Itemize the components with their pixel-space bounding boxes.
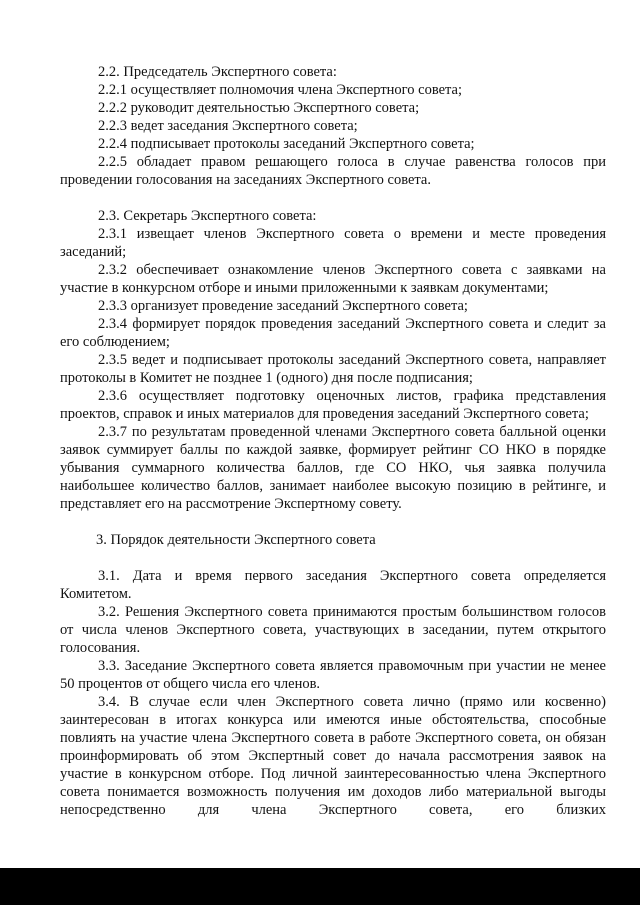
document-body bbox=[60, 63, 606, 819]
clause-2-3-2: 2.3.2 обеспечивает ознакомление членов Экспертного совета с заявками на участие в конкурсном отборе и иными приложенными к заявкам документами; bbox=[60, 262, 606, 296]
clause-2-3-6: 2.3.6 осуществляет подготовку оценочных листов, графика представления проектов, справок и иных материалов для проведения заседаний Экспертного совета; bbox=[60, 388, 606, 422]
clause-2-2-1: 2.2.1 осуществляет полномочия члена Экспертного совета; bbox=[98, 82, 463, 98]
clause-2-3-7: 2.3.7 по результатам проведенной членами Экспертного совета балльной оценки заявок суммирует баллы по каждой заявке, формирует рейтинг СО НКО в порядке убывания суммарного количества баллов, где СО НКО, чья заявка получила наибольшее количество баллов, занимает наиболее высокую позицию в рейтинге, и представляет его на рассмотрение Экспертному совету. bbox=[60, 424, 606, 512]
section-2-3-heading: 2.3. Секретарь Экспертного совета: bbox=[98, 208, 317, 224]
clause-3-3: 3.3. Заседание Экспертного совета является правомочным при участии не менее 50 процентов от общего числа его членов. bbox=[60, 658, 606, 692]
scan-border-bottom bbox=[0, 868, 640, 905]
section-3-heading: 3. Порядок деятельности Экспертного совета bbox=[96, 532, 376, 548]
spacer bbox=[60, 513, 606, 531]
clause-2-2-3: 2.2.3 ведет заседания Экспертного совета; bbox=[98, 118, 358, 134]
section-2-2-heading: 2.2. Председатель Экспертного совета: bbox=[98, 64, 337, 80]
spacer bbox=[60, 549, 606, 567]
spacer bbox=[60, 189, 606, 207]
clause-2-3-3: 2.3.3 организует проведение заседаний Экспертного совета; bbox=[98, 298, 468, 314]
clause-2-3-5: 2.3.5 ведет и подписывает протоколы заседаний Экспертного совета, направляет протоколы в Комитет не позднее 1 (одного) дня после подписания; bbox=[60, 352, 606, 386]
clause-3-2: 3.2. Решения Экспертного совета принимаются простым большинством голосов от числа членов Экспертного совета, участвующих в заседании, путем открытого голосования. bbox=[60, 604, 606, 656]
clause-2-3-4: 2.3.4 формирует порядок проведения заседаний Экспертного совета и следит за его соблюдением; bbox=[60, 316, 606, 350]
clause-2-2-4: 2.2.4 подписывает протоколы заседаний Экспертного совета; bbox=[98, 136, 475, 152]
clause-2-3-1: 2.3.1 извещает членов Экспертного совета о времени и месте проведения заседаний; bbox=[60, 226, 606, 260]
clause-3-4: 3.4. В случае если член Экспертного совета лично (прямо или косвенно) заинтересован в итогах конкурса или имеются иные обстоятельства, способные повлиять на участие члена Экспертного совета в работе Экспертного совета, он обязан проинформировать об этом Экспертный совет до начала рассмотрения заявок на участие в конкурсном отборе. Под личной заинтересованностью члена Экспертного совета понимается возможность получения им доходов либо материальной выгоды непосредственно для члена Экспертного совета, его близких bbox=[60, 694, 606, 818]
clause-3-1: 3.1. Дата и время первого заседания Экспертного совета определяется Комитетом. bbox=[60, 568, 606, 602]
clause-2-2-2: 2.2.2 руководит деятельностью Экспертного совета; bbox=[98, 100, 420, 116]
clause-2-2-5: 2.2.5 обладает правом решающего голоса в случае равенства голосов при проведении голосования на заседаниях Экспертного совета. bbox=[60, 154, 606, 188]
